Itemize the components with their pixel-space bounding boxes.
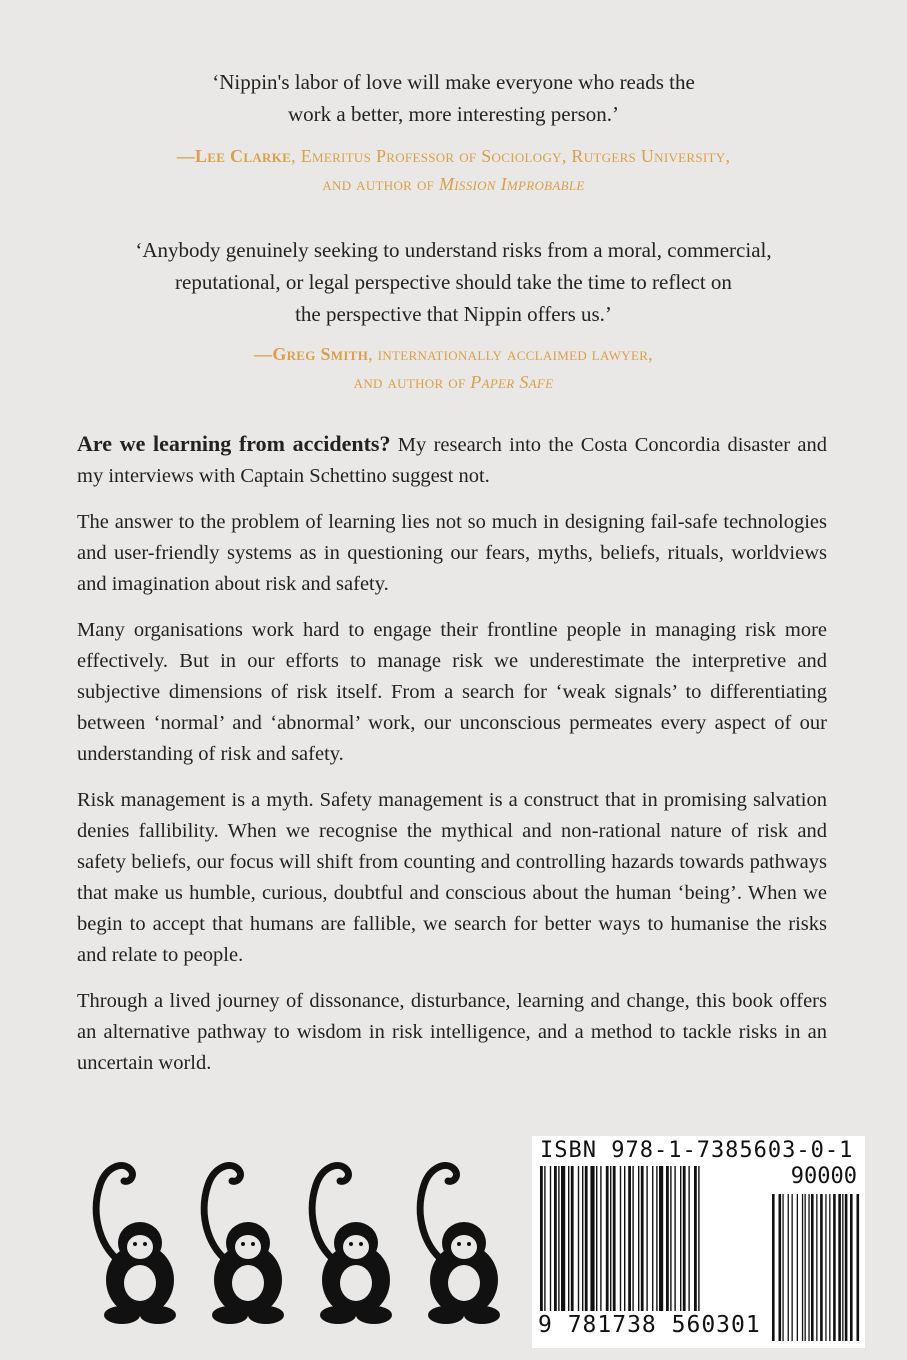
barcode-bar [571, 1166, 574, 1311]
barcode-bar [540, 1166, 543, 1311]
quote-1-attribution [0, 142, 907, 198]
blurb-p1-rest: My research into the Costa Concordia disaster and my interviews with Captain Schettino suggest not. [77, 434, 827, 487]
addon-bar [811, 1194, 814, 1341]
quote-1-author-of: and author of [322, 174, 439, 194]
blurb-paragraph-5: Through a lived journey of dissonance, disturbance, learning and change, this book offers an alternative pathway to wisdom in risk intelligence, and a method to tackle risks in an uncertain world. [77, 990, 827, 1074]
blurb-paragraph-4: Risk management is a myth. Safety management is a construct that in promising salvation denies fallibility. When we recognise the mythical and non-rational nature of risk and safety beliefs, our focus will shift from counting and controlling hazards towards pathways that make us humble, curious, doubtful and conscious about the human ‘being’. When we begin to accept that humans are fallible, we search for better ways to humanise the risks and relate to people. [77, 789, 827, 966]
blurb-lead: Are we learning from accidents? [77, 431, 391, 456]
monkeys-illustration [70, 1155, 510, 1335]
barcode-bar [550, 1166, 551, 1311]
barcode-bar [600, 1166, 601, 1311]
barcode-bar [561, 1166, 565, 1311]
barcode-bar [670, 1166, 671, 1311]
barcode-bar [659, 1166, 663, 1311]
monkey-icon [96, 1166, 176, 1324]
addon-bar [857, 1194, 860, 1341]
quote-1-line-2: work a better, more interesting person.’ [288, 102, 619, 126]
addon-bar [779, 1194, 782, 1341]
barcode-bar [544, 1166, 545, 1311]
quote-1-line-1: ‘Nippin's labor of love will make everyone who reads the [212, 70, 695, 94]
barcode-bar [613, 1166, 616, 1311]
monkey-icon [420, 1166, 500, 1324]
quote-2-affiliation: , internationally acclaimed lawyer, [368, 344, 653, 364]
addon-bar [816, 1194, 817, 1341]
barcode-bar [656, 1166, 657, 1311]
quote-1-author: —Lee Clarke [176, 146, 292, 166]
barcode-bar [554, 1166, 557, 1311]
addon-bar [792, 1194, 793, 1341]
addon-bar [842, 1194, 843, 1341]
barcode-bar [628, 1166, 631, 1311]
quote-1-affiliation: , Emeritus Professor of Sociology, Rutgers University, [291, 146, 731, 166]
addon-bar [797, 1194, 798, 1341]
barcode-bar [652, 1166, 653, 1311]
quote-2-author: —Greg Smith [254, 344, 369, 364]
addon-bar [850, 1194, 853, 1341]
barcode-bar [568, 1166, 569, 1311]
barcode-bar [632, 1166, 633, 1311]
quote-2-line-2: reputational, or legal perspective should take the time to reflect on [175, 270, 732, 294]
barcode-bar [646, 1166, 647, 1311]
blurb-paragraph-1 [77, 428, 827, 492]
addon-bar [833, 1194, 836, 1341]
barcode-bar [674, 1166, 675, 1311]
price-code: 90000 [790, 1164, 857, 1189]
quote-1 [0, 66, 907, 130]
addon-bar [805, 1194, 806, 1341]
barcode-bar [680, 1166, 681, 1311]
addon-bar [829, 1194, 830, 1341]
barcode-bar [683, 1166, 686, 1311]
quote-2-author-of: and author of [353, 372, 471, 392]
quote-2 [0, 234, 907, 330]
barcode-bar [694, 1166, 697, 1311]
barcode-bar [578, 1166, 579, 1311]
monkey-icon [204, 1166, 284, 1324]
quote-2-line-3: the perspective that Nippin offers us.’ [295, 302, 612, 326]
isbn-text: ISBN 978-1-7385603-0-1 [540, 1138, 854, 1163]
barcode-bar [590, 1166, 594, 1311]
addon-bar [838, 1194, 841, 1341]
barcode-bar [638, 1166, 639, 1311]
quote-2-book: Paper Safe [470, 372, 554, 392]
barcode-bar [610, 1166, 611, 1311]
addon-bar [845, 1194, 848, 1341]
blurb-paragraph-3: Many organisations work hard to engage their frontline people in managing risk more effectively. But in our efforts to manage risk we underestimate the interpretive and subjective dimensions of risk itself. From a search for ‘weak signals’ to differentiating between ‘normal’ and ‘abnormal’ work, our unconscious permeates every aspect of our understanding of risk and safety. [77, 619, 827, 765]
barcode-box [532, 1136, 865, 1348]
barcode-bar [688, 1166, 689, 1311]
barcode-bar [582, 1166, 583, 1311]
barcode-bar [698, 1166, 699, 1311]
blurb-paragraph-2: The answer to the problem of learning lies not so much in designing fail-safe technologies and user-friendly systems as in questioning our fears, myths, beliefs, rituals, worldviews and imagination about risk and safety. [77, 511, 827, 595]
barcode-bar [558, 1166, 559, 1311]
addon-bar [825, 1194, 826, 1341]
barcode-bar [624, 1166, 625, 1311]
addon-bar [782, 1194, 783, 1341]
monkey-icon [312, 1166, 392, 1324]
barcode-bar [641, 1166, 644, 1311]
quote-2-attribution [0, 340, 907, 396]
addon-bar [820, 1194, 823, 1341]
barcode-bar [596, 1166, 597, 1311]
addon-bar [772, 1194, 775, 1341]
barcode-bar [585, 1166, 588, 1311]
blurb [77, 428, 827, 1094]
addon-bar [802, 1194, 803, 1341]
barcode-number: 9 781738 560301 [538, 1312, 761, 1338]
barcode-bar [620, 1166, 621, 1311]
barcode-bar [606, 1166, 609, 1311]
addon-bar [808, 1194, 809, 1341]
barcode-bar [666, 1166, 669, 1311]
quote-2-line-1: ‘Anybody genuinely seeking to understand risks from a moral, commercial, [135, 238, 772, 262]
quote-1-book: Mission Improbable [438, 174, 585, 194]
addon-bar [788, 1194, 789, 1341]
